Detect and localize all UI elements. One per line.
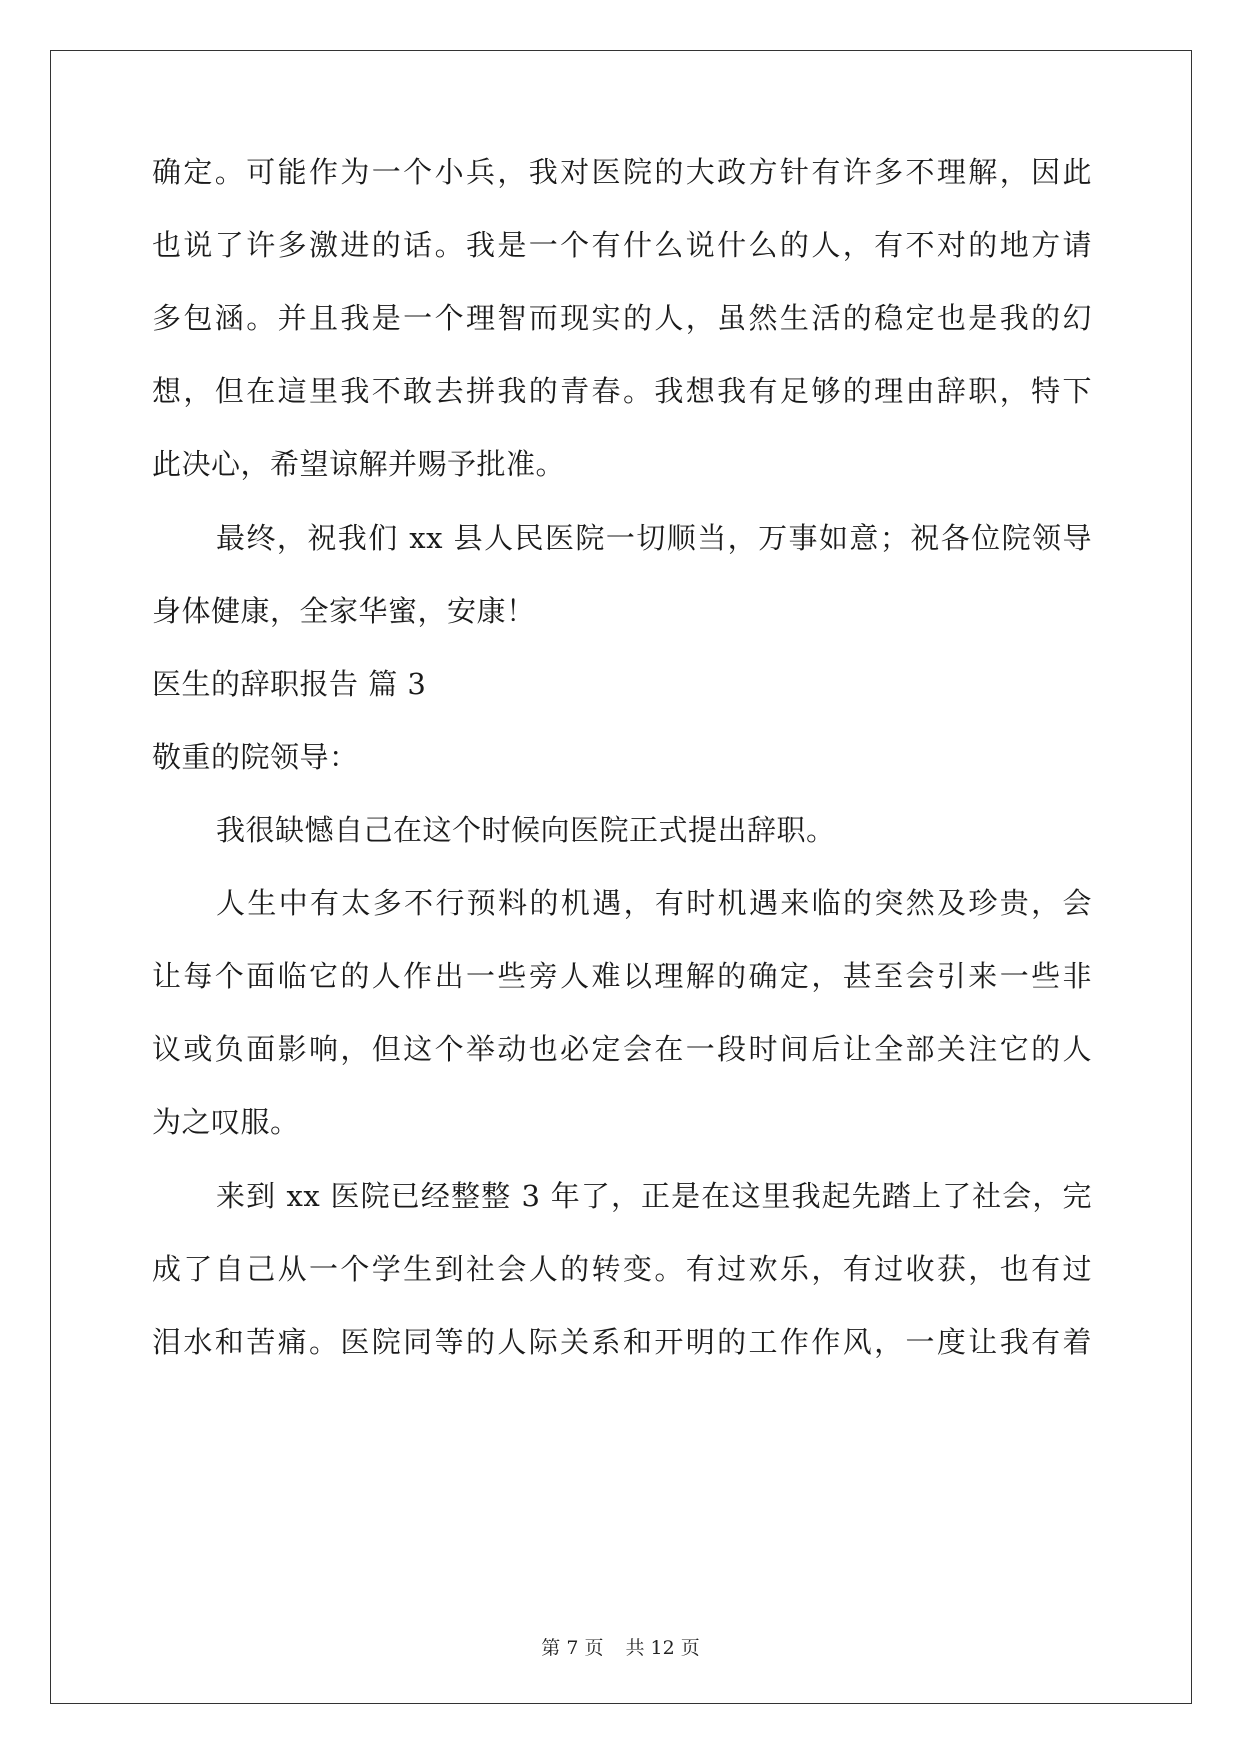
text-line: 人生中有太多不行预料的机遇，有时机遇来临的突然及珍贵，会 [216,886,1092,920]
page-footer [0,1636,1241,1660]
text-line: 为之叹服。 [152,1105,300,1139]
text-line: 此决心，希望谅解并赐予批准。 [152,447,566,481]
text-line: 成了自己从一个学生到社会人的转变。有过欢乐，有过收获，也有过 [152,1252,1092,1286]
text-line: 确定。可能作为一个小兵，我对医院的大政方针有许多不理解，因此 [152,155,1092,189]
section-heading: 医生的辞职报告 篇 3 [152,667,427,701]
text-line: 让每个面临它的人作出一些旁人难以理解的确定，甚至会引来一些非 [152,959,1092,993]
text-line: 最终，祝我们 xx 县人民医院一切顺当，万事如意；祝各位院领导 [216,521,1092,555]
text-line: 泪水和苦痛。医院同等的人际关系和开明的工作作风，一度让我有着 [152,1325,1092,1359]
text-line: 多包涵。并且我是一个理智而现实的人，虽然生活的稳定也是我的幻 [152,301,1092,335]
page-number: 第 7 页 [541,1637,604,1659]
salutation: 敬重的院领导： [152,740,359,774]
text-line: 身体健康，全家华蜜，安康！ [152,594,536,628]
text-line: 也说了许多激进的话。我是一个有什么说什么的人，有不对的地方请 [152,228,1092,262]
page-total: 共 12 页 [625,1637,700,1659]
text-line: 我很缺憾自己在这个时候向医院正式提出辞职。 [216,813,836,847]
text-line: 想，但在這里我不敢去拼我的青春。我想我有足够的理由辞职，特下 [152,374,1092,408]
text-line: 来到 xx 医院已经整整 3 年了，正是在这里我起先踏上了社会，完 [216,1179,1092,1213]
text-line: 议或负面影响，但这个举动也必定会在一段时间后让全部关注它的人 [152,1032,1092,1066]
